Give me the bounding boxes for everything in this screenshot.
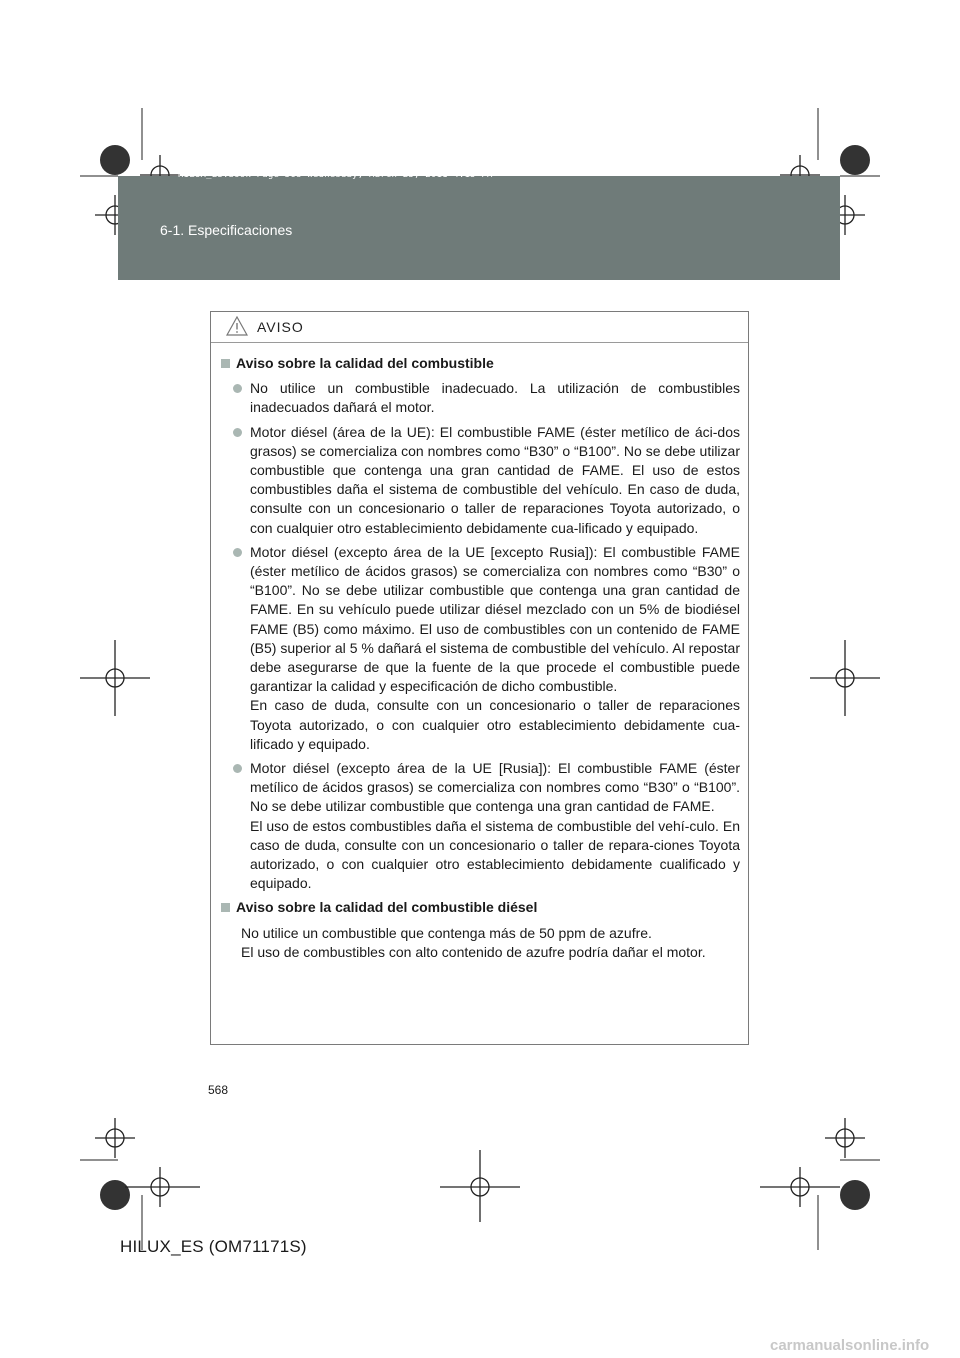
print-stamp: HILUX_ES.book Page 568 Wednesday, March 23, 2011 4:15 PM bbox=[178, 170, 493, 180]
round-bullet-icon bbox=[233, 428, 242, 437]
footer-doc-code: HILUX_ES (OM71171S) bbox=[120, 1237, 307, 1256]
list-item: Motor diésel (excepto área de la UE [Rusia]): El combustible FAME (éster metílico de ácidos grasos) se comercializa con nombres como “B30” o “B100”. No se debe utilizar combustible que contenga una gran cantidad de FAME. El uso de estos combustibles daña el sistema de combustible del vehí-culo. En caso de duda, consulte con un concesionario o taller de repara-ciones Toyota autorizado, o con cualquier otro establecimiento debidamente cualificado y equipado. bbox=[233, 759, 740, 893]
square-bullet-icon bbox=[221, 903, 230, 912]
warning-triangle-icon bbox=[226, 316, 248, 336]
list-item: No utilice un combustible inadecuado. La utilización de combustibles inadecuados dañará el motor. bbox=[233, 379, 740, 417]
round-bullet-icon bbox=[233, 384, 242, 393]
section-title: 6-1. Especificaciones bbox=[160, 222, 293, 238]
section-heading-diesel-quality: Aviso sobre la calidad del combustible diésel bbox=[219, 898, 740, 917]
round-bullet-icon bbox=[233, 764, 242, 773]
warning-body bbox=[211, 343, 748, 962]
list-item: Motor diésel (excepto área de la UE [excepto Rusia]): El combustible FAME (éster metílico de ácidos grasos) se comercializa con nombres como “B30” o “B100”. No se debe utilizar combustible que contenga una gran cantidad de FAME. En su vehículo puede utilizar diésel mezclado con un 5% de biodiésel FAME (B5) como máximo. El uso de combustibles con un contenido de FAME (B5) superior al 5 % dañará el sistema de combustible del vehículo. Al repostar debe asegurarse de que la fuente de la que procede el combustible puede garantizar la calidad y especificación de dicho combustible. En caso de duda, consulte con un concesionario o taller de reparaciones Toyota autorizado, o con cualquier otro establecimiento debidamente cua-lificado y equipado. bbox=[233, 543, 740, 754]
page-number: 568 bbox=[208, 1083, 229, 1097]
round-bullet-icon bbox=[233, 548, 242, 557]
warning-header bbox=[211, 312, 748, 343]
warning-box bbox=[210, 311, 749, 1045]
list-item: Motor diésel (área de la UE): El combustible FAME (éster metílico de áci-dos grasos) se comercializa con nombres como “B30” o “B100”. No se debe utilizar combustible que contenga una gran cantidad de FAME. El uso de estos combustibles daña el sistema de combustible del vehículo. En caso de duda, consulte con un concesionario o taller de reparaciones Toyota autorizado, o con cualquier otro establecimiento debidamente cua-lificado y equipado. bbox=[233, 423, 740, 538]
diesel-paragraph: No utilice un combustible que contenga más de 50 ppm de azufre. El uso de combustibles con alto contenido de azufre podría dañar el motor. bbox=[241, 924, 706, 960]
section-heading-fuel-quality: Aviso sobre la calidad del combustible bbox=[219, 354, 740, 373]
warning-label: AVISO bbox=[257, 319, 304, 335]
watermark: carmanualsonline.info bbox=[770, 1337, 930, 1354]
square-bullet-icon bbox=[221, 359, 230, 368]
